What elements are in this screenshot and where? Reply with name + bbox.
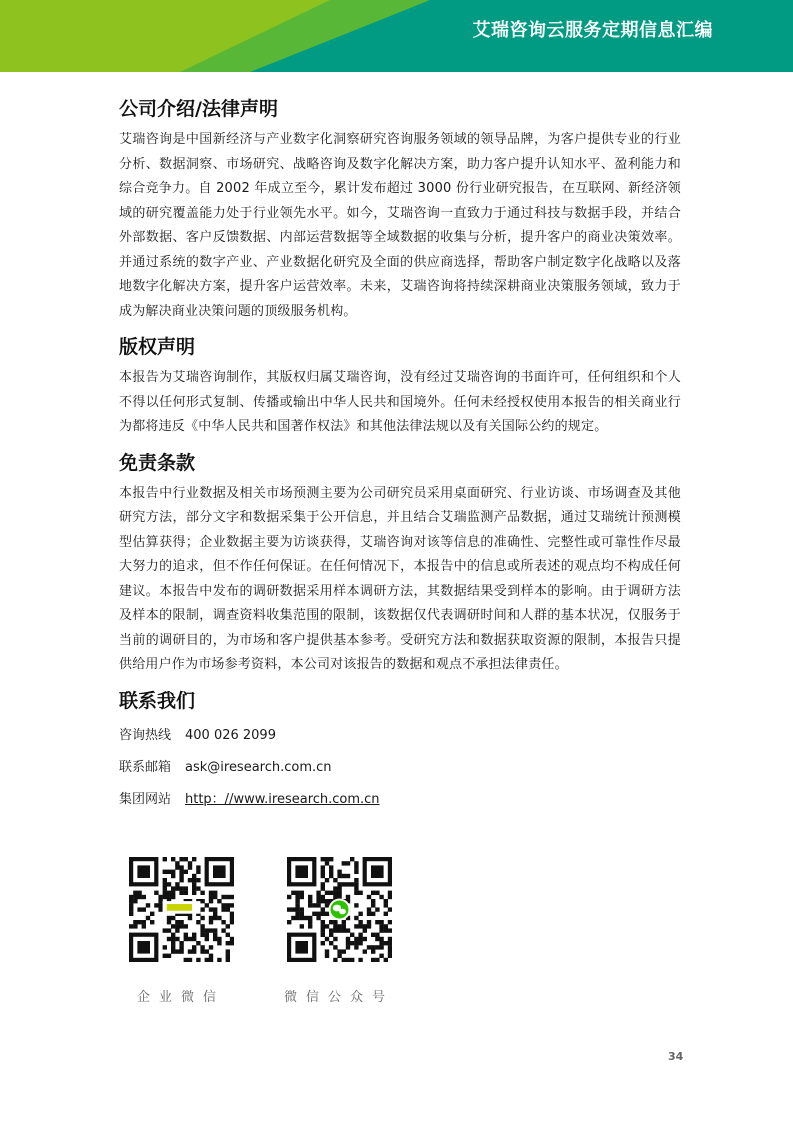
section-title-disclaimer: 免责条款: [119, 451, 196, 474]
section-title-company: 公司介绍/法律声明: [119, 98, 278, 120]
qr-caption-enterprise-wechat: 企业微信: [136, 990, 225, 1005]
main-content: [119, 96, 681, 810]
qr-code-icon: [129, 857, 234, 962]
section-title-copyright: 版权声明: [119, 336, 196, 358]
hotline-value: 400 026 2099: [185, 727, 276, 743]
email-link[interactable]: ask@iresearch.com.cn: [185, 759, 332, 775]
website-label: 集团网站: [119, 791, 172, 807]
qr-block-wechat-official: [284, 857, 394, 1005]
contact-hotline: [119, 726, 681, 746]
hotline-label: 咨询热线: [119, 727, 172, 743]
qr-code-row: [126, 857, 406, 1007]
page-header: [0, 0, 793, 72]
page-number: 34: [668, 1050, 684, 1063]
contact-email: [119, 758, 681, 778]
qr-code-icon: [287, 857, 392, 962]
section-body-company: 艾瑞咨询是中国新经济与产业数字化洞察研究咨询服务领域的领导品牌，为客户提供专业的行业分析、数据洞察、市场研究、战略咨询及数字化解决方案，助力客户提升认知水平、盈利能力和综合竞争力。自 2002 年成立至今，累计发布超过 3000 份行业研究报告，在互联网、新经济领域的研究覆盖能力处于行业领先水平。如今，艾瑞咨询一直致力于通过科技与数据手段，并结合外部数据、客户反馈数据、内部运营数据等全域数据的收集与分析，提升客户的商业决策效率。并通过系统的数字产业、产业数据化研究及全面的供应商选择，帮助客户制定数字化战略以及落地数字化解决方案，提升客户运营效率。未来，艾瑞咨询将持续深耕商业决策服务领域，致力于成为解决商业决策问题的顶级服务机构。: [119, 132, 681, 319]
qr-caption-wechat-official: 微信公众号: [284, 990, 395, 1005]
website-link[interactable]: http：//www.iresearch.com.cn: [185, 791, 380, 807]
header-title: 艾瑞咨询云服务定期信息汇编: [472, 20, 713, 41]
email-label: 联系邮箱: [119, 759, 172, 775]
contact-website: [119, 790, 681, 810]
section-body-disclaimer: 本报告中行业数据及相关市场预测主要为公司研究员采用桌面研究、行业访谈、市场调查及其他研究方法，部分文字和数据采集于公开信息，并且结合艾瑞监测产品数据，通过艾瑞统计预测模型估算获得；企业数据主要为访谈获得，艾瑞咨询对该等信息的准确性、完整性或可靠性作尽最大努力的追求，但不作任何保证。在任何情况下，本报告中的信息或所表述的观点均不构成任何建议。本报告中发布的调研数据采用样本调研方法，其数据结果受到样本的影响。由于调研方法及样本的限制，调查资料收集范围的限制，该数据仅代表调研时间和人群的基本状况，仅服务于当前的调研目的，为市场和客户提供基本参考。受研究方法和数据获取资源的限制，本报告只提供给用户作为市场参考资料，本公司对该报告的数据和观点不承担法律责任。: [119, 485, 681, 672]
qr-block-enterprise-wechat: [126, 857, 236, 1005]
section-body-copyright: 本报告为艾瑞咨询制作，其版权归属艾瑞咨询，没有经过艾瑞咨询的书面许可，任何组织和个人不得以任何形式复制、传播或输出中华人民共和国境外。任何未经授权使用本报告的相关商业行为都将违反《中华人民共和国著作权法》和其他法律法规以及有关国际公约的规定。: [119, 370, 681, 434]
section-title-contact: 联系我们: [119, 689, 196, 712]
